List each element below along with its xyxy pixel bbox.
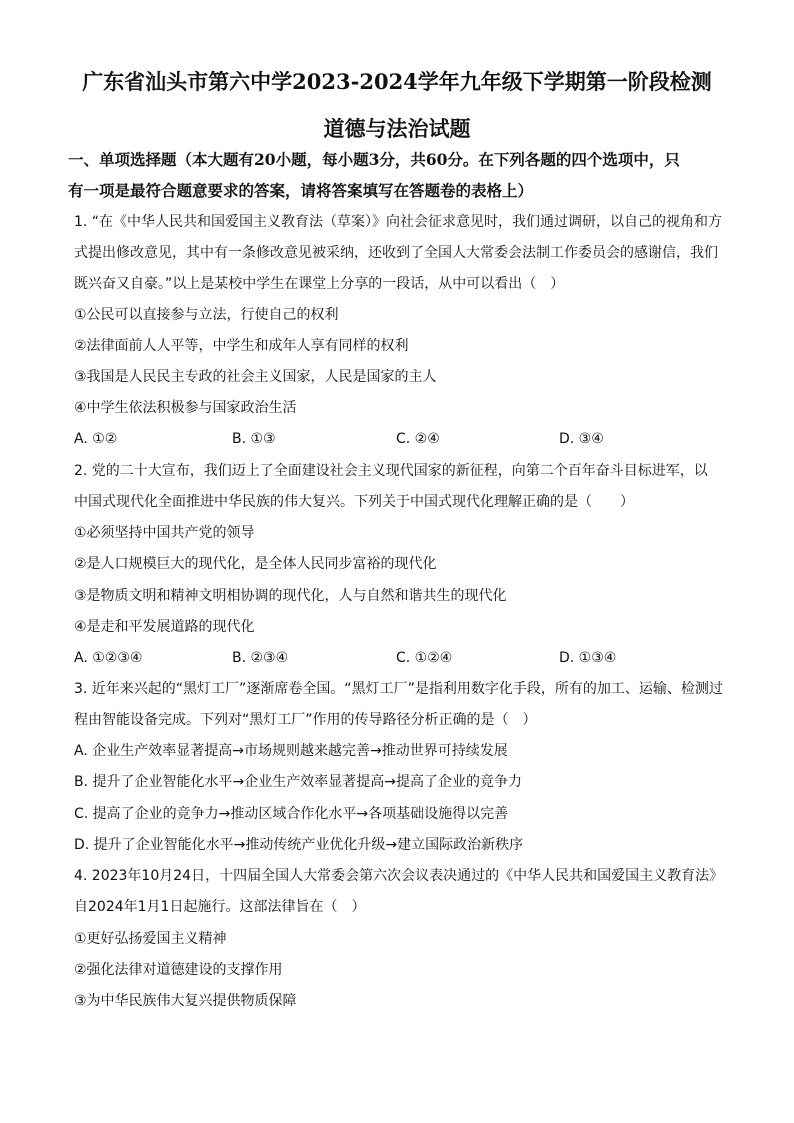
q3-option-a: A. 企业生产效率显著提高→市场规则越来越完善→推动世界可持续发展 [74,743,508,759]
q1-option-a: A. ①② [74,431,118,447]
section-heading-line1: 一、单项选择题（本大题有20小题，每小题3分，共60分。在下列各题的四个选项中，只 [68,150,680,169]
exam-title: 广东省汕头市第六中学2023-2024学年九年级下学期第一阶段检测 [82,69,712,94]
q2-option-c: C. ①②④ [396,650,453,666]
q2-option-a: A. ①②③④ [74,650,143,666]
q4-item-3: ③为中华民族伟大复兴提供物质保障 [74,993,297,1009]
section-heading-line2: 有一项是最符合题意要求的答案，请将答案填写在答题卷的表格上） [68,181,534,200]
q2-item-4: ④是走和平发展道路的现代化 [74,619,255,635]
q1-option-b: B. ①③ [232,431,276,447]
q1-item-3: ③我国是人民民主专政的社会主义国家，人民是国家的主人 [74,369,437,385]
q1-option-c: C. ②④ [396,431,440,447]
q1-stem-line3: 既兴奋又自豪。”以上是某校中学生在课堂上分享的一段话，从中可以看出（ ） [74,276,565,292]
q4-item-1: ①更好弘扬爱国主义精神 [74,931,227,947]
q4-stem-line2: 自2024年1月1日起施行。这部法律旨在（ ） [74,899,366,915]
q2-option-d: D. ①③④ [559,650,617,666]
q2-stem-line1: 2. 党的二十大宣布，我们迈上了全面建设社会主义现代国家的新征程，向第二个百年奋斗目标进军，以 [74,463,708,479]
q3-option-c: C. 提高了企业的竞争力→推动区域合作化水平→各项基础设施得以完善 [74,806,509,822]
q3-option-b: B. 提升了企业智能化水平→企业生产效率显著提高→提高了企业的竞争力 [74,774,522,790]
q1-item-1: ①公民可以直接参与立法，行使自己的权利 [74,307,339,323]
q3-stem-line2: 程由智能设备完成。下列对“黑灯工厂”作用的传导路径分析正确的是（ ） [74,712,537,728]
q1-item-2: ②法律面前人人平等，中学生和成年人享有同样的权利 [74,338,409,354]
q2-stem-line2: 中国式现代化全面推进中华民族的伟大复兴。下列关于中国式现代化理解正确的是（ ） [74,494,634,510]
q1-item-4: ④中学生依法积极参与国家政治生活 [74,400,297,416]
q1-option-d: D. ③④ [559,431,604,447]
q3-stem-line1: 3. 近年来兴起的“黑灯工厂”逐渐席卷全国。“黑灯工厂”是指利用数字化手段，所有的加工、运输、检测过 [74,681,723,697]
q2-option-b: B. ②③④ [232,650,289,666]
q2-item-3: ③是物质文明和精神文明相协调的现代化，人与自然和谐共生的现代化 [74,588,507,604]
q4-stem-line1: 4. 2023年10月24日，十四届全国人大常委会第六次会议表决通过的《中华人民共和国爱国主义教育法》 [74,868,724,884]
q1-stem-line2: 式提出修改意见，其中有一条修改意见被采纳，还收到了全国人大常委会法制工作委员会的感谢信，我们 [74,245,718,261]
q3-option-d: D. 提升了企业智能化水平→推动传统产业优化升级→建立国际政治新秩序 [74,837,524,853]
q2-item-1: ①必须坚持中国共产党的领导 [74,525,255,541]
exam-subtitle: 道德与法治试题 [323,116,471,141]
q4-item-2: ②强化法律对道德建设的支撑作用 [74,962,283,978]
q1-stem-line1: 1. “在《中华人民共和国爱国主义教育法（草案）》向社会征求意见时，我们通过调研，以自己的视角和方 [74,214,723,230]
q2-item-2: ②是人口规模巨大的现代化，是全体人民同步富裕的现代化 [74,556,437,572]
